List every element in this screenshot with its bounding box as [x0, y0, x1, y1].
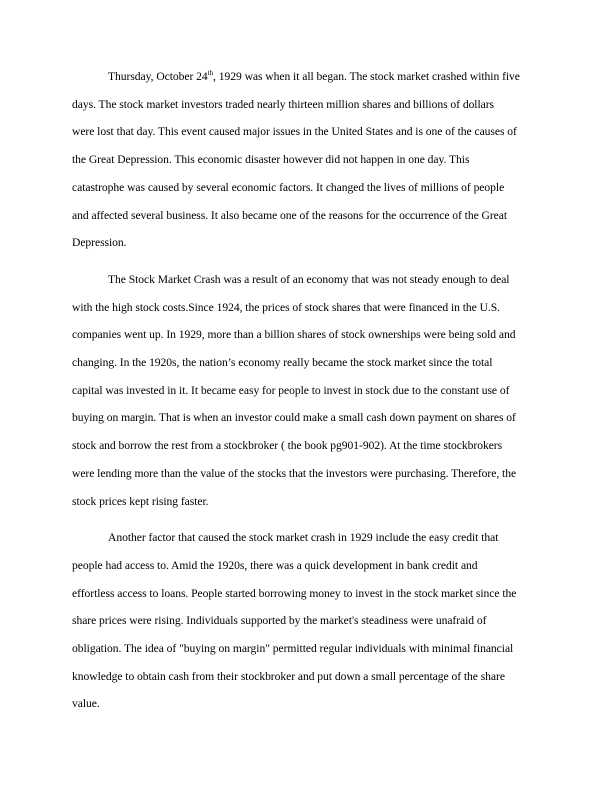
paragraph-line: were lost that day. This event caused major issues in the United States and is one of the causes of [72, 125, 517, 139]
paragraph-line [72, 63, 544, 91]
paragraph-line: and affected several business. It also became one of the reasons for the occurrence of the Great [72, 208, 508, 222]
paragraph-line: the Great Depression. This economic disaster however did not happen in one day. This [72, 153, 470, 167]
paragraph-3 [72, 524, 544, 718]
text-run: , 1929 was when it all began. The stock market crashed within five [213, 70, 520, 83]
paragraph-line: days. The stock market investors traded nearly thirteen million shares and billions of dollars [72, 97, 495, 111]
paragraph-line: stock prices kept rising faster. [72, 494, 209, 508]
document-body [72, 63, 544, 727]
ordinal-superscript: th [207, 69, 214, 78]
paragraph-line: with the high stock costs.Since 1924, the prices of stock shares that were financed in the U.S. [72, 300, 500, 314]
paragraph-line: effortless access to loans. People started borrowing money to invest in the stock market since the [72, 586, 517, 600]
paragraph-line: changing. In the 1920s, the nation’s economy really became the stock market since the total [72, 356, 493, 370]
paragraph-line: value. [72, 697, 100, 711]
paragraph-2 [72, 266, 544, 515]
paragraph-line: companies went up. In 1929, more than a billion shares of stock ownerships were being sold and [72, 328, 516, 342]
paragraph-line: share prices were rising. Individuals supported by the market's steadiness were unafraid of [72, 614, 487, 628]
paragraph-line: stock and borrow the rest from a stockbroker ( the book pg901-902). At the time stockbrokers [72, 439, 503, 453]
paragraph-line: capital was invested in it. It became easy for people to invest in stock due to the constant use of [72, 383, 510, 397]
paragraph-line: Another factor that caused the stock market crash in 1929 include the easy credit that [108, 531, 499, 545]
paragraph-line: were lending more than the value of the stocks that the investors were purchasing. Therefore, the [72, 466, 517, 480]
text-run: Thursday, October 24 [108, 70, 208, 83]
paragraph-line: catastrophe was caused by several economic factors. It changed the lives of millions of people [72, 180, 505, 194]
paragraph-line: people had access to. Amid the 1920s, there was a quick development in bank credit and [72, 558, 478, 572]
paragraph-line: knowledge to obtain cash from their stockbroker and put down a small percentage of the share [72, 669, 505, 683]
paragraph-line: Depression. [72, 236, 127, 250]
paragraph-line: obligation. The idea of "buying on margin" permitted regular individuals with minimal financial [72, 642, 514, 656]
paragraph-line: buying on margin. That is when an investor could make a small cash down payment on shares of [72, 411, 516, 425]
paragraph-line: The Stock Market Crash was a result of an economy that was not steady enough to deal [108, 272, 510, 286]
paragraph-1 [72, 63, 544, 257]
